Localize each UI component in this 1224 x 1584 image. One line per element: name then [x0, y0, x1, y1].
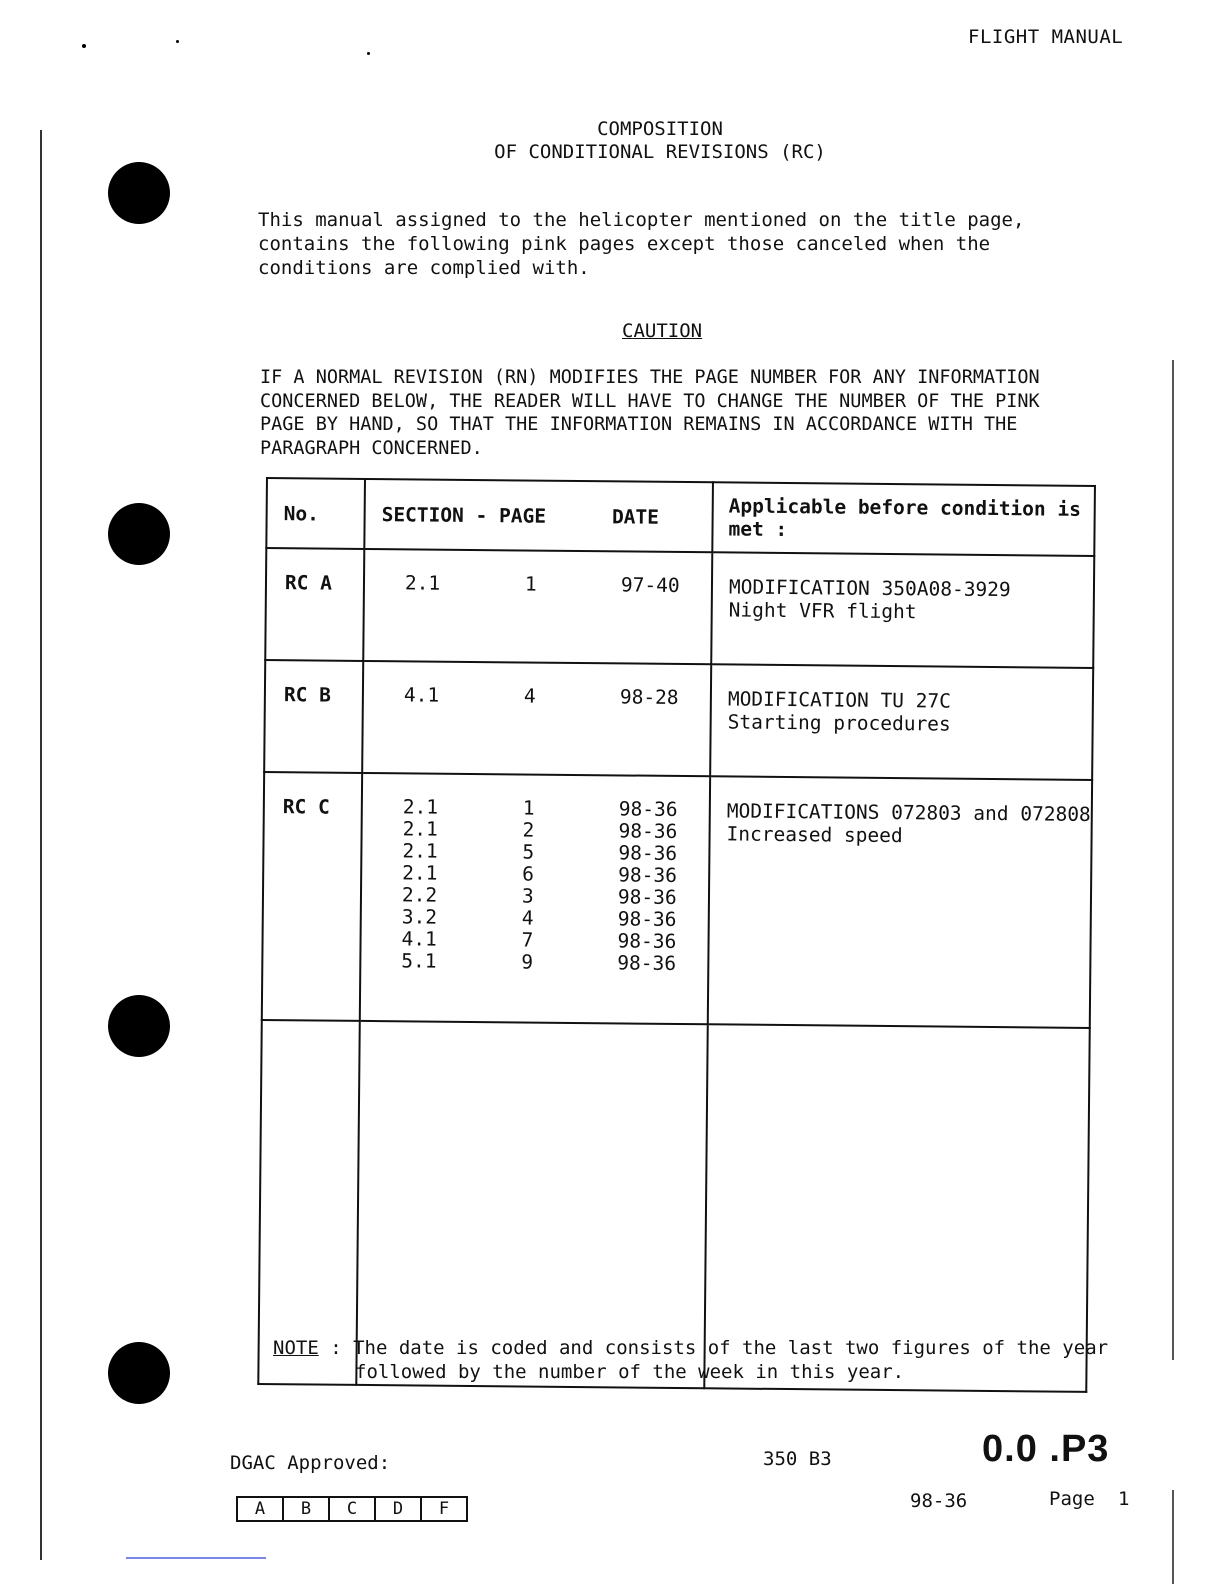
page-value: 3 — [521, 884, 534, 908]
aircraft-model: 350 B3 — [763, 1448, 832, 1470]
header-section-date — [364, 479, 713, 552]
revision-box: C — [330, 1498, 376, 1520]
scan-speck — [82, 44, 86, 48]
section-page-date-cell — [363, 549, 712, 664]
right-margin-line — [1172, 360, 1174, 1360]
caution-heading: CAUTION — [622, 320, 703, 342]
date-value: 98-36 — [617, 951, 677, 975]
condition-text: MODIFICATION TU 27C — [727, 687, 952, 713]
revision-boxes — [236, 1496, 468, 1522]
page-label: Page — [1049, 1488, 1095, 1510]
section-page-date-cell — [362, 661, 711, 776]
section-value: 2.1 — [402, 817, 438, 841]
page-value: 4 — [523, 684, 536, 708]
binder-hole — [108, 503, 170, 565]
section-value: 2.1 — [402, 861, 438, 885]
page-value: 1 — [522, 796, 535, 820]
revision-box: A — [238, 1498, 284, 1520]
condition-text: MODIFICATIONS 072803 and 072808 — [726, 799, 1091, 826]
page-value: 5 — [522, 840, 535, 864]
header-section-page: SECTION - PAGE — [381, 502, 547, 528]
description-text: Night VFR flight — [728, 598, 917, 624]
table-header-row — [266, 478, 1095, 556]
binder-hole — [108, 162, 170, 224]
dgac-approved-label: DGAC Approved: — [230, 1452, 391, 1474]
page-title-line1: COMPOSITION — [597, 118, 723, 140]
date-value: 98-36 — [618, 819, 678, 843]
note-separator: : — [318, 1337, 354, 1359]
date-value: 98-28 — [619, 685, 679, 709]
note-text-line1: The date is coded and consists of the last two figures of the year — [353, 1337, 1109, 1359]
caution-text: IF A NORMAL REVISION (RN) MODIFIES THE PAGE NUMBER FOR ANY INFORMATION CONCERNED BELOW, THE READER WILL HAVE TO CHANGE THE NUMBER OF THE PINK PAGE BY HAND, SO THAT THE INFORMATION REMAINS IN ACCORDANCE WITH THE PARAGRAPH CONCERNED. — [260, 367, 1040, 459]
revision-box: B — [284, 1498, 330, 1520]
note-line1 — [273, 1336, 1108, 1360]
binder-hole — [108, 995, 170, 1057]
page-code: 0.0 .P3 — [982, 1428, 1110, 1470]
applicable-cell — [708, 776, 1092, 1028]
rc-table — [257, 477, 1096, 1393]
page-title-line2: OF CONDITIONAL REVISIONS (RC) — [494, 141, 826, 163]
section-value: 5.1 — [401, 949, 437, 973]
condition-text: MODIFICATION 350A08-3929 — [728, 575, 1011, 602]
note-label: NOTE — [273, 1337, 319, 1359]
section-value: 3.2 — [401, 905, 438, 929]
header-date: DATE — [611, 504, 660, 529]
manual-header-title: FLIGHT MANUAL — [968, 26, 1124, 48]
rc-number: RC A — [265, 548, 364, 661]
page-title — [410, 118, 910, 164]
date-value: 98-36 — [617, 907, 677, 931]
date-value: 98-36 — [618, 863, 678, 887]
page-value: 9 — [521, 950, 534, 974]
header-applicable: Applicable before condition is met : — [712, 482, 1095, 556]
empty-cell — [258, 1020, 359, 1385]
date-value: 98-36 — [618, 797, 678, 821]
footer-date: 98-36 — [910, 1490, 968, 1512]
section-value: 2.2 — [401, 883, 438, 907]
note-block — [273, 1336, 1108, 1384]
date-value: 98-36 — [617, 885, 677, 909]
scan-speck — [176, 40, 179, 43]
section-value: 2.1 — [402, 795, 439, 819]
applicable-cell — [711, 552, 1094, 668]
page-value: 4 — [521, 906, 534, 930]
binder-hole — [108, 1342, 170, 1404]
description-text: Increased speed — [726, 822, 903, 848]
left-margin-line — [40, 130, 42, 1560]
page-value: 6 — [522, 862, 535, 886]
date-value: 97-40 — [620, 573, 680, 597]
header-no: No. — [266, 478, 365, 549]
empty-cell — [356, 1021, 707, 1388]
page-value: 2 — [522, 818, 535, 842]
table-row — [262, 772, 1092, 1028]
section-value: 4.1 — [401, 927, 437, 951]
section-value: 2.1 — [404, 571, 441, 595]
table-row — [264, 660, 1093, 780]
page-value: 1 — [524, 572, 537, 596]
note-text-line2: followed by the number of the week in this year. — [355, 1361, 905, 1383]
rc-number: RC B — [264, 660, 363, 773]
revision-box: F — [438, 1499, 450, 1519]
date-value: 98-36 — [617, 929, 677, 953]
page-number: 1 — [1118, 1488, 1130, 1510]
description-text: Starting procedures — [727, 710, 951, 736]
rc-number: RC C — [262, 772, 362, 1021]
right-margin-line-lower — [1172, 1490, 1174, 1584]
page-value: 7 — [521, 928, 534, 952]
section-value: 2.1 — [402, 839, 438, 863]
applicable-cell — [710, 664, 1093, 780]
revision-box: D — [376, 1498, 422, 1520]
table-row — [265, 548, 1094, 668]
date-value: 98-36 — [618, 841, 678, 865]
scan-speck — [367, 52, 370, 55]
section-value: 4.1 — [403, 683, 440, 707]
section-page-date-cell — [360, 773, 710, 1024]
scan-blue-mark — [126, 1557, 266, 1559]
intro-paragraph: This manual assigned to the helicopter mentioned on the title page, contains the following pink pages except those canceled when the conditions are complied with. — [258, 209, 1025, 279]
